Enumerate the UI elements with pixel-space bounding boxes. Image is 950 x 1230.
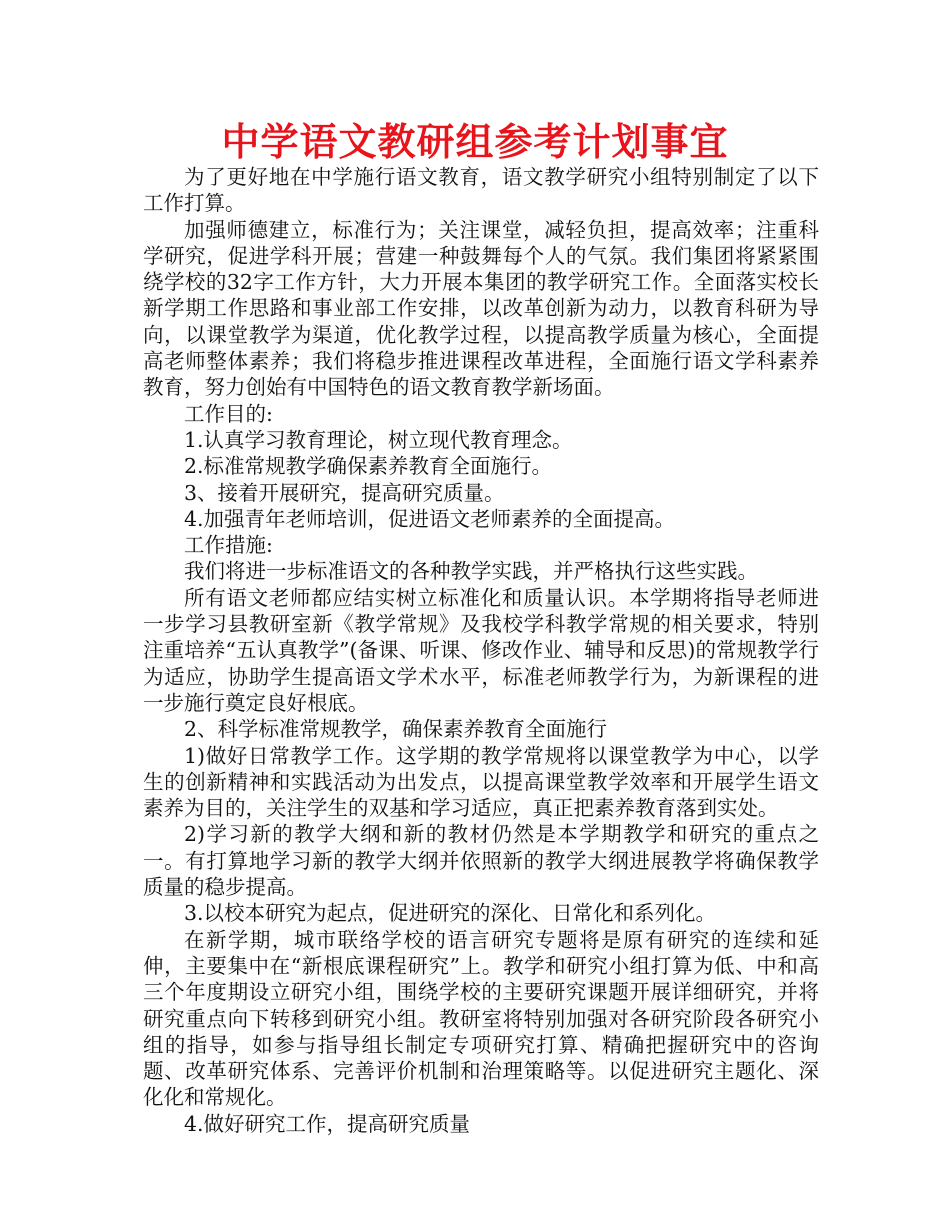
measure-paragraph: 2)学习新的教学大纲和新的教材仍然是本学期教学和研究的重点之一。有打算地学习新的教学大纲并依照新的教学大纲进展教学将确保教学质量的稳步提高。 (143, 822, 819, 900)
section-heading-3: 3.以校本研究为起点，促进研究的深化、日常化和系列化。 (184, 901, 717, 926)
guideline-paragraph: 加强师德建立，标准行为；关注课堂，减轻负担，提高效率；注重科学研究，促进学科开展；营建一种鼓舞每个人的气氛。我们集团将紧紧围绕学校的32字工作方针，大力开展本集团的教学研究工作。全面落实校长新学期工作思路和事业部工作安排，以改革创新为动力，以教育科研为导向，以课堂教学为渠道，优化教学过程，以提高教学质量为核心，全面提高老师整体素养；我们将稳步推进课程改革进程，全面施行语文学科素养教育，努力创始有中国特色的语文教育教学新场面。 (143, 217, 819, 400)
section-heading-2: 2、科学标准常规教学，确保素养教育全面施行 (184, 717, 608, 742)
intro-paragraph: 为了更好地在中学施行语文教育，语文教学研究小组特别制定了以下工作打算。 (143, 165, 819, 216)
document-body (143, 164, 819, 1137)
measure-paragraph: 在新学期，城市联络学校的语言研究专题将是原有研究的连续和延伸，主要集中在“新根底课程研究”上。教学和研究小组打算为低、中和高三个年度期设立研究小组，围绕学校的主要研究课题开展详细研究，并将研究重点向下转移到研究小组。教研室将特别加强对各研究阶段各研究小组的指导，如参与指导组长制定专项研究打算、精确把握研究中的咨询题、改革研究体系、完善评价机制和治理策略等。以促进研究主题化、深化化和常规化。 (143, 927, 819, 1110)
measure-paragraph: 所有语文老师都应结实树立标准化和质量认识。本学期将指导老师进一步学习县教研室新《教学常规》及我校学科教学常规的相关要求，特别注重培养“五认真教学”(备课、听课、修改作业、辅导和反思)的常规教学行为适应，协助学生提高语文学术水平，标准老师教学行为，为新课程的进一步施行奠定良好根底。 (143, 585, 819, 715)
goals-heading: 工作目的: (184, 401, 273, 426)
section-heading-4: 4.做好研究工作，提高研究质量 (184, 1111, 471, 1136)
goal-item-1: 1.认真学习教育理论，树立现代教育理念。 (184, 427, 573, 452)
measure-paragraph: 我们将进一步标准语文的各种教学实践，并严格执行这些实践。 (184, 559, 758, 584)
measure-paragraph: 1)做好日常教学工作。这学期的教学常规将以课堂教学为中心，以学生的创新精神和实践活动为出发点，以提高课堂教学效率和开展学生语文素养为目的，关注学生的双基和学习适应，真正把素养教育落到实处。 (143, 743, 819, 821)
goal-item-3: 3、接着开展研究，提高研究质量。 (184, 480, 505, 505)
goal-item-2: 2.标准常规教学确保素养教育全面施行。 (184, 454, 553, 479)
measures-heading: 工作措施: (184, 533, 273, 558)
document-title: 中学语文教研组参考计划事宜 (221, 120, 729, 164)
goal-item-4: 4.加强青年老师培训，促进语文老师素养的全面提高。 (184, 506, 676, 531)
